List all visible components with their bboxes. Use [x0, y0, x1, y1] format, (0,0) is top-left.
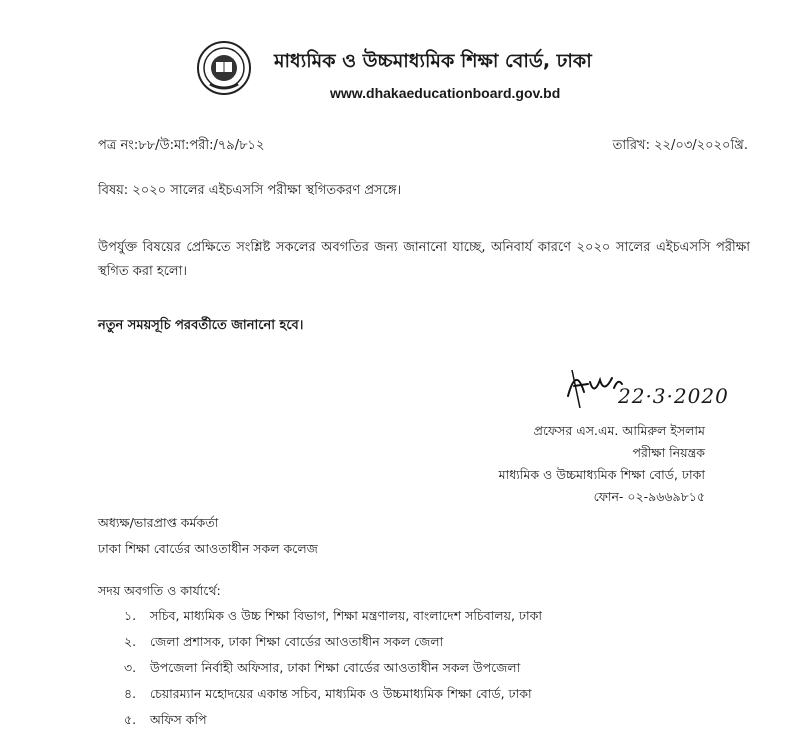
signer-block	[499, 420, 705, 508]
recipient-block	[98, 510, 318, 562]
item-number: ৪.	[124, 686, 137, 701]
item-number: ৫.	[124, 712, 137, 727]
list-item	[124, 681, 542, 707]
recipient-designation: অধ্যক্ষ/ভারপ্রাপ্ত কর্মকর্তা	[98, 515, 219, 530]
reference-number: পত্র নং:৮৮/উ:মা:পরী:/৭৯/৮১২	[98, 138, 265, 153]
item-text: জেলা প্রশাসক, ঢাকা শিক্ষা বোর্ডের আওতাধীন সকল জেলা	[150, 634, 444, 649]
list-item	[124, 629, 542, 655]
org-name: মাধ্যমিক ও উচ্চমাধ্যমিক শিক্ষা বোর্ড, ঢাকা	[274, 50, 592, 72]
item-text: সচিব, মাধ্যমিক ও উচ্চ শিক্ষা বিভাগ, শিক্ষা মন্ত্রণালয়, বাংলাদেশ সচিবালয়, ঢাকা	[150, 608, 542, 623]
item-number: ১.	[124, 608, 137, 623]
item-text: অফিস কপি	[150, 712, 207, 727]
board-logo	[196, 40, 252, 96]
copy-heading: সদয় অবগতি ও কার্যার্থে:	[98, 583, 221, 598]
subject-line: বিষয়: ২০২০ সালের এইচএসসি পরীক্ষা স্থগিতকরণ প্রসঙ্গে।	[98, 183, 402, 198]
signer-name: প্রফেসর এস.এম. আমিরুল ইসলাম	[533, 423, 705, 438]
letter-date: তারিখ: ২২/০৩/২০২০খ্রি.	[612, 138, 748, 153]
item-number: ২.	[124, 634, 137, 649]
notice-line: নতুন সময়সূচি পরবর্তীতে জানানো হবে।	[98, 318, 304, 333]
list-item	[124, 655, 542, 681]
item-number: ৩.	[124, 660, 137, 675]
body-paragraph: উপর্যুক্ত বিষয়ের প্রেক্ষিতে সংশ্লিষ্ট সকলের অবগতির জন্য জানানো যাচ্ছে, অনিবার্য কারণে ২০২০ সালের এইচএসসি পরীক্ষা স্থগিত করা হলো।	[98, 240, 750, 279]
signer-phone: ফোন- ০২-৯৬৬৯৮১৫	[593, 489, 705, 504]
website-url: www.dhakaeducationboard.gov.bd	[330, 85, 561, 101]
signer-title: পরীক্ষা নিয়ন্ত্রক	[632, 445, 705, 460]
list-item	[124, 603, 542, 629]
signature-date: 22·3·2020	[618, 384, 729, 408]
handwritten-signature	[560, 360, 780, 420]
item-text: চেয়ারম্যান মহোদয়ের একান্ত সচিব, মাধ্যমিক ও উচ্চমাধ্যমিক শিক্ষা বোর্ড, ঢাকা	[150, 686, 532, 701]
item-text: উপজেলা নির্বাহী অফিসার, ঢাকা শিক্ষা বোর্ডের আওতাধীন সকল উপজেলা	[150, 660, 521, 675]
list-item	[124, 707, 542, 733]
recipient-institutions: ঢাকা শিক্ষা বোর্ডের আওতাধীন সকল কলেজ	[98, 541, 318, 556]
signer-office: মাধ্যমিক ও উচ্চমাধ্যমিক শিক্ষা বোর্ড, ঢাকা	[498, 467, 705, 482]
copy-list	[124, 603, 542, 733]
